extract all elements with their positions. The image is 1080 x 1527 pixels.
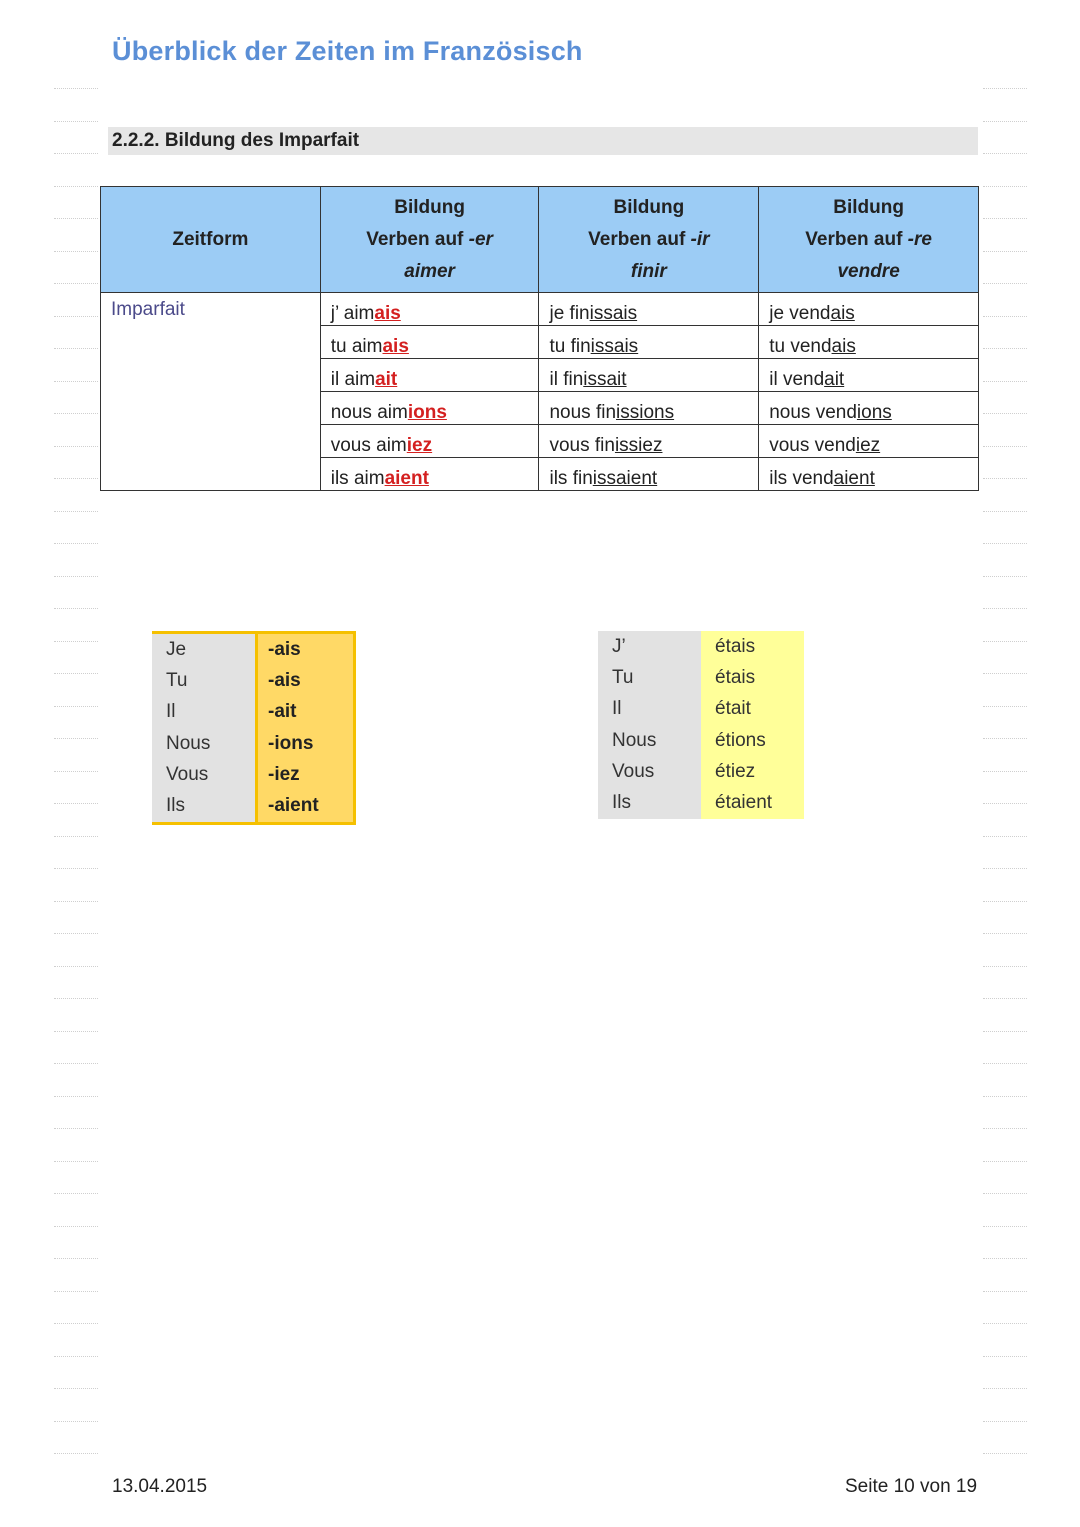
endings-row bbox=[152, 728, 355, 759]
margin-line bbox=[54, 1453, 98, 1486]
margin-line bbox=[54, 1193, 98, 1226]
margin-line bbox=[983, 88, 1027, 121]
margin-line bbox=[983, 933, 1027, 966]
margin-line bbox=[983, 673, 1027, 706]
margin-line bbox=[983, 771, 1027, 804]
margin-line bbox=[54, 771, 98, 804]
margin-line bbox=[54, 446, 98, 479]
margin-line bbox=[983, 251, 1027, 284]
margin-line bbox=[54, 673, 98, 706]
margin-line bbox=[54, 121, 98, 154]
margin-line bbox=[54, 1128, 98, 1161]
table-row bbox=[101, 293, 979, 326]
margin-line bbox=[983, 153, 1027, 186]
margin-line bbox=[54, 1063, 98, 1096]
pronoun: Vous bbox=[598, 756, 701, 787]
margin-line bbox=[54, 1323, 98, 1356]
margin-line bbox=[54, 251, 98, 284]
document-title: Überblick der Zeiten im Französisch bbox=[112, 36, 583, 66]
margin-line bbox=[54, 803, 98, 836]
etre-form: étais bbox=[701, 631, 804, 662]
margin-line bbox=[54, 836, 98, 869]
ending: -ions bbox=[257, 728, 355, 759]
margin-line bbox=[983, 478, 1027, 511]
ending: -ais bbox=[257, 633, 355, 666]
margin-line bbox=[983, 738, 1027, 771]
etre-row bbox=[598, 662, 804, 693]
etre-row bbox=[598, 631, 804, 662]
margin-line bbox=[983, 1031, 1027, 1064]
pronoun: Il bbox=[152, 697, 257, 728]
ending: -ais bbox=[257, 665, 355, 696]
ending: -aient bbox=[257, 790, 355, 823]
er-form: j’ aimais bbox=[320, 293, 539, 326]
re-form: nous vendions bbox=[759, 392, 979, 425]
margin-line bbox=[54, 1096, 98, 1129]
margin-line bbox=[983, 121, 1027, 154]
pronoun: Tu bbox=[598, 662, 701, 693]
footer-page-number: Seite 10 von 19 bbox=[845, 1476, 978, 1497]
margin-line bbox=[54, 608, 98, 641]
pronoun: Nous bbox=[598, 725, 701, 756]
margin-line bbox=[54, 1031, 98, 1064]
margin-line bbox=[983, 218, 1027, 251]
re-form: tu vendais bbox=[759, 326, 979, 359]
pronoun: Vous bbox=[152, 759, 257, 790]
endings-row bbox=[152, 759, 355, 790]
etre-row bbox=[598, 725, 804, 756]
pronoun: J’ bbox=[598, 631, 701, 662]
pronoun: Ils bbox=[152, 790, 257, 823]
margin-line bbox=[54, 1356, 98, 1389]
margin-line bbox=[983, 381, 1027, 414]
margin-line bbox=[54, 641, 98, 674]
section-title: 2.2.2. Bildung des Imparfait bbox=[112, 130, 360, 151]
margin-line bbox=[54, 1226, 98, 1259]
margin-line bbox=[54, 511, 98, 544]
endings-row bbox=[152, 697, 355, 728]
margin-line bbox=[54, 1421, 98, 1454]
er-form: ils aimaient bbox=[320, 458, 539, 491]
margin-line bbox=[54, 868, 98, 901]
margin-line bbox=[983, 998, 1027, 1031]
margin-line bbox=[983, 1323, 1027, 1356]
ir-form: ils finissaient bbox=[539, 458, 759, 491]
etre-form: étais bbox=[701, 662, 804, 693]
pronoun: Ils bbox=[598, 787, 701, 818]
margin-line bbox=[54, 283, 98, 316]
etre-row bbox=[598, 756, 804, 787]
re-form: il vendait bbox=[759, 359, 979, 392]
ending: -ait bbox=[257, 697, 355, 728]
margin-line bbox=[54, 966, 98, 999]
etre-form: était bbox=[701, 694, 804, 725]
margin-line bbox=[54, 348, 98, 381]
margin-line bbox=[983, 413, 1027, 446]
ir-form: il finissait bbox=[539, 359, 759, 392]
endings-row bbox=[152, 665, 355, 696]
margin-line bbox=[983, 803, 1027, 836]
margin-line bbox=[54, 576, 98, 609]
ir-form: vous finissiez bbox=[539, 425, 759, 458]
etre-form: étaient bbox=[701, 787, 804, 818]
margin-line bbox=[54, 1258, 98, 1291]
pronoun: Tu bbox=[152, 665, 257, 696]
margin-line bbox=[983, 186, 1027, 219]
margin-line bbox=[983, 1063, 1027, 1096]
header-er-verbs: Bildung Verben auf -er aimer bbox=[320, 187, 539, 293]
margin-line bbox=[54, 478, 98, 511]
etre-row bbox=[598, 694, 804, 725]
margin-line bbox=[983, 543, 1027, 576]
endings-row bbox=[152, 790, 355, 823]
table-header-row bbox=[101, 187, 979, 293]
margin-line bbox=[983, 966, 1027, 999]
margin-line bbox=[54, 218, 98, 251]
er-form: nous aimions bbox=[320, 392, 539, 425]
header-ir-verbs: Bildung Verben auf -ir finir bbox=[539, 187, 759, 293]
margin-line bbox=[54, 413, 98, 446]
margin-line bbox=[983, 1096, 1027, 1129]
right-margin-lines bbox=[983, 88, 1027, 1486]
etre-imparfait-table bbox=[598, 631, 804, 819]
margin-line bbox=[54, 543, 98, 576]
ir-form: je finissais bbox=[539, 293, 759, 326]
ir-form: tu finissais bbox=[539, 326, 759, 359]
margin-line bbox=[54, 998, 98, 1031]
margin-line bbox=[54, 1161, 98, 1194]
pronoun: Je bbox=[152, 633, 257, 666]
ir-form: nous finissions bbox=[539, 392, 759, 425]
margin-line bbox=[983, 511, 1027, 544]
footer-date: 13.04.2015 bbox=[112, 1476, 208, 1497]
margin-line bbox=[983, 283, 1027, 316]
er-form: il aimait bbox=[320, 359, 539, 392]
margin-line bbox=[983, 1226, 1027, 1259]
margin-line bbox=[983, 316, 1027, 349]
header-re-verbs: Bildung Verben auf -re vendre bbox=[759, 187, 979, 293]
margin-line bbox=[983, 576, 1027, 609]
margin-line bbox=[983, 608, 1027, 641]
margin-line bbox=[54, 933, 98, 966]
re-form: vous vendiez bbox=[759, 425, 979, 458]
tense-cell: Imparfait bbox=[101, 293, 321, 491]
margin-line bbox=[983, 446, 1027, 479]
imparfait-table bbox=[100, 186, 979, 491]
ending: -iez bbox=[257, 759, 355, 790]
endings-row bbox=[152, 633, 355, 666]
margin-line bbox=[54, 153, 98, 186]
section-heading-bar bbox=[108, 127, 978, 155]
margin-line bbox=[983, 641, 1027, 674]
margin-line bbox=[983, 1258, 1027, 1291]
margin-line bbox=[983, 348, 1027, 381]
margin-line bbox=[983, 1388, 1027, 1421]
margin-line bbox=[983, 868, 1027, 901]
margin-line bbox=[54, 901, 98, 934]
margin-line bbox=[983, 1356, 1027, 1389]
margin-line bbox=[54, 88, 98, 121]
etre-form: étiez bbox=[701, 756, 804, 787]
pronoun: Il bbox=[598, 694, 701, 725]
margin-line bbox=[54, 381, 98, 414]
margin-line bbox=[54, 316, 98, 349]
margin-line bbox=[54, 1291, 98, 1324]
margin-line bbox=[983, 836, 1027, 869]
header-zeitform: Zeitform bbox=[101, 187, 321, 293]
margin-line bbox=[983, 1421, 1027, 1454]
etre-form: étions bbox=[701, 725, 804, 756]
margin-line bbox=[983, 1291, 1027, 1324]
pronoun: Nous bbox=[152, 728, 257, 759]
margin-line bbox=[983, 1128, 1027, 1161]
re-form: ils vendaient bbox=[759, 458, 979, 491]
er-form: vous aimiez bbox=[320, 425, 539, 458]
er-form: tu aimais bbox=[320, 326, 539, 359]
margin-line bbox=[983, 1161, 1027, 1194]
margin-line bbox=[54, 706, 98, 739]
endings-table bbox=[152, 631, 356, 825]
margin-line bbox=[54, 186, 98, 219]
margin-line bbox=[54, 738, 98, 771]
margin-line bbox=[54, 1388, 98, 1421]
left-margin-lines bbox=[54, 88, 98, 1486]
etre-row bbox=[598, 787, 804, 818]
margin-line bbox=[983, 1193, 1027, 1226]
margin-line bbox=[983, 901, 1027, 934]
re-form: je vendais bbox=[759, 293, 979, 326]
margin-line bbox=[983, 1453, 1027, 1486]
margin-line bbox=[983, 706, 1027, 739]
